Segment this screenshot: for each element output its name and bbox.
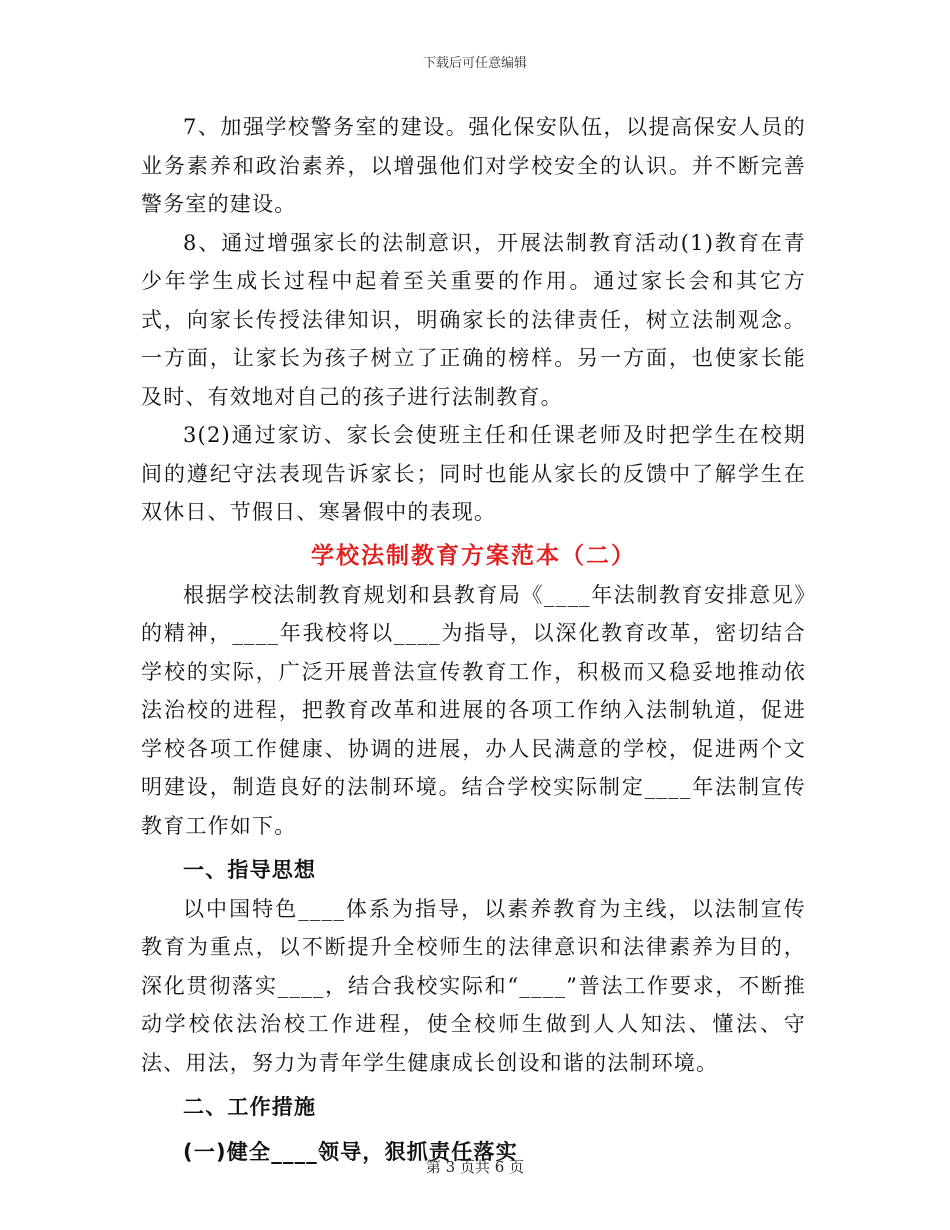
document-body bbox=[141, 108, 806, 1171]
page-header: 下载后可任意编辑 bbox=[422, 56, 527, 71]
paragraph-item-3-2: 3(2)通过家访、家长会使班主任和任课老师及时把学生在校期间的遵纪守法表现告诉家长；同时也能从家长的反馈中了解学生在双休日、节假日、寒暑假中的表现。 bbox=[141, 423, 806, 524]
guiding-ideology-paragraph: 以中国特色____体系为指导，以素养教育为主线，以法制宣传教育为重点，以不断提升全校师生的法律意识和法律素养为目的，深化贯彻落实____，结合我校实际和“____”普法工作要求，不断推动学校依法治校工作进程，使全校师生做到人人知法、懂法、守法、用法，努力为青年学生健康成长创设和谐的法制环境。 bbox=[141, 896, 806, 1075]
intro-paragraph: 根据学校法制教育规划和县教育局《____年法制教育安排意见》的精神，____年我校将以____为指导，以深化教育改革，密切结合学校的实际，广泛开展普法宣传教育工作，积极而又稳妥地推动依法治校的进程，把教育改革和进展的各项工作纳入法制轨道，促进学校各项工作健康、协调的进展，办人民满意的学校，促进两个文明建设，制造良好的法制环境。结合学校实际制定____年法制宣传教育工作如下。 bbox=[141, 582, 806, 838]
heading-sub-measure-1: (一)健全____领导，狠抓责任落实 bbox=[183, 1139, 518, 1164]
paragraph-item-8: 8、通过增强家长的法制意识，开展法制教育活动(1)教育在青少年学生成长过程中起着至关重要的作用。通过家长会和其它方式，向家长传授法律知识，明确家长的法律责任，树立法制观念。一方面，让家长为孩子树立了正确的榜样。另一方面，也使家长能及时、有效地对自己的孩子进行法制教育。 bbox=[141, 230, 806, 409]
heading-guiding-ideology: 一、指导思想 bbox=[183, 858, 317, 882]
section-title: 学校法制教育方案范本（二） bbox=[311, 542, 636, 569]
page-footer: 第 3 页共 6 页 bbox=[425, 1158, 525, 1176]
heading-work-measures: 二、工作措施 bbox=[183, 1095, 317, 1119]
paragraph-item-7: 7、加强学校警务室的建设。强化保安队伍，以提高保安人员的业务素养和政治素养，以增强他们对学校安全的认识。并不断完善警务室的建设。 bbox=[141, 115, 806, 216]
